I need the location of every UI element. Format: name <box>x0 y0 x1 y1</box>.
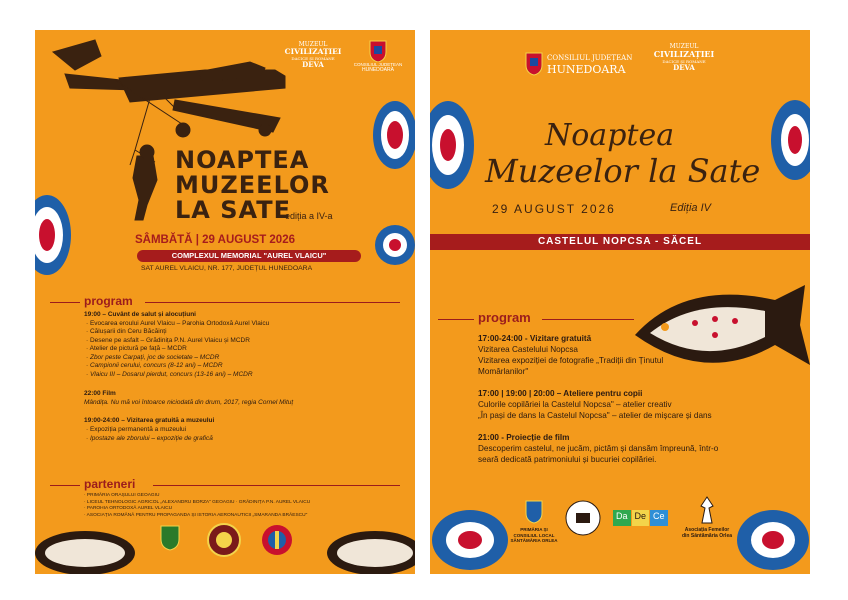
program-item: · Călușarii din Ceru Băcăinți <box>86 328 167 335</box>
program-rule-left <box>50 302 80 303</box>
primaria-crest-icon <box>525 500 543 524</box>
program-item: Mândița. Nu mă voi întoarce niciodată din drum, 2017, regia Cornel Mituț <box>84 399 294 406</box>
school-logo <box>565 500 601 536</box>
church-emblem-logo <box>260 523 294 557</box>
program-item: · Atelier de pictură pe față – MCDR <box>86 345 187 352</box>
partner-item: · ASOCIAȚIA ROMÂNĂ PENTRU PROPAGANDA ȘI ISTORIA AERONAUTICII „SMARANDA BRĂESCU" <box>84 512 308 518</box>
program-item: · Desene pe asfalt – Grădinița P.N. Aurel Vlaicu și MCDR <box>86 337 250 344</box>
program-item: seară dedicată patrimoniului și bucuriei copilăriei. <box>478 455 657 464</box>
edition-label: Ediția IV <box>670 202 711 214</box>
program-item: · Ipostaze ale zborului – expoziție de grafică <box>86 435 213 442</box>
title-line-1: Noaptea <box>545 118 675 153</box>
program-item: „În pași de dans la Castelul Nopcsa" – atelier de mișcare și dans <box>478 411 712 420</box>
program-item: · Evocarea eroului Aurel Vlaicu – Parohia Ortodoxă Aurel Vlaicu <box>86 320 270 327</box>
council-logo: CONSILIUL JUDEȚEAN HUNEDOARA <box>353 40 403 73</box>
program-item: Culorile copilăriei la Castelul Nopcsa" – atelier creativ <box>478 400 672 409</box>
title-line-2: Muzeelor la Sate <box>485 152 761 190</box>
program-item: 22:00 Film <box>84 390 116 397</box>
aeronautics-association-logo <box>207 523 241 557</box>
program-rule-right <box>542 319 634 320</box>
program-rule-right <box>145 302 400 303</box>
program-item: · Campionii cerului, concurs (8-12 ani) – MCDR <box>86 362 223 369</box>
program-item: · Vlaicu III – Dosarul pierdut, concurs (13-16 ani) – MCDR <box>86 371 253 378</box>
museum-logo: MUZEUL CIVILIZAȚIEI DACICE ȘI ROMANE DEVA <box>653 43 715 72</box>
program-item: · Zbor peste Carpați, joc de societate – MCDR <box>86 354 220 361</box>
event-date: 29 AUGUST 2026 <box>492 202 616 216</box>
fish-illustration <box>625 275 810 405</box>
fish-decoration-right <box>325 518 415 574</box>
event-date: SÂMBĂTĂ | 29 AUGUST 2026 <box>135 234 295 246</box>
program-item: 21:00 - Proiecție de film <box>478 433 570 442</box>
left-poster <box>35 30 415 574</box>
venue-address: SAT AUREL VLAICU, NR. 177, JUDEȚUL HUNEDOARA <box>141 265 313 272</box>
title-line-2: MUZEELOR <box>175 171 330 199</box>
folk-flower-left <box>430 90 490 200</box>
partner-item: · LICEUL TEHNOLOGIC AGRICOL „ALEXANDRU BORZA" GEOAGIU · GRĂDINIȚA P.N. AUREL VLAICU <box>84 499 311 505</box>
program-item: 17:00 | 19:00 | 20:00 – Ateliere pentru copii <box>478 389 643 398</box>
program-item: 19:00-24:00 – Vizitarea gratuită a muzeului <box>84 417 215 424</box>
partners-heading: parteneri <box>84 477 136 491</box>
crest-icon <box>525 52 543 76</box>
partners-rule-right <box>153 485 400 486</box>
plane-tail-shape <box>53 40 101 70</box>
folk-flower-top-right <box>355 90 415 180</box>
program-item: · Expoziția permanentă a muzeului <box>86 426 187 433</box>
program-rule-left <box>438 319 474 320</box>
dadece-logo: Da De Ce <box>613 510 668 526</box>
right-poster <box>430 30 810 574</box>
geoagiu-crest-icon <box>160 525 180 551</box>
program-item: 19:00 – Cuvânt de salut și alocuțiuni <box>84 311 196 318</box>
venue-banner: COMPLEXUL MEMORIAL "AUREL VLAICU" <box>137 250 361 262</box>
child-figure-shape <box>133 156 157 220</box>
partners-rule-left <box>50 485 80 486</box>
folk-flower-bottom-left <box>430 480 520 574</box>
association-emblem-icon <box>700 496 714 524</box>
title-line-1: NOAPTEA <box>175 146 310 174</box>
folk-flower-left <box>35 185 81 285</box>
partner-item: · PRIMĂRIA ORAȘULUI GEOAGIU <box>84 493 160 498</box>
program-heading: program <box>84 294 133 308</box>
council-logo: CONSILIUL JUDEȚEAN HUNEDOARA <box>525 52 635 78</box>
program-item: Descoperim castelul, ne jucăm, pictăm și dansăm împreună, într-o <box>478 444 719 453</box>
fish-decoration-left <box>35 518 145 574</box>
title-line-3: LA SATE <box>175 196 291 224</box>
asociatia-logo-text: Asociația Femeilor din Sântămăria Orlea <box>681 527 733 539</box>
folk-flower-right <box>755 90 810 190</box>
folk-flower-right <box>355 215 415 275</box>
program-item: Vizitarea Castelului Nopcsa <box>478 345 578 354</box>
primaria-logo-text: PRIMĂRIA ȘI CONSILIUL LOCAL SÂNTĂMĂRIA ORLEA <box>510 527 558 543</box>
venue-banner: CASTELUL NOPCSA - SĂCEL <box>430 234 810 250</box>
crest-icon <box>369 40 387 62</box>
edition-label: ediția a IV-a <box>285 211 333 221</box>
program-heading: program <box>478 310 531 325</box>
program-item: 17:00-24:00 - Vizitare gratuită <box>478 334 592 343</box>
museum-logo: MUZEUL CIVILIZAȚIEI DACICE ȘI ROMANE DEVA <box>284 41 342 69</box>
program-item: Vizitarea expoziției de fotografie „Tradiții din Ținutul <box>478 356 664 365</box>
partner-item: · PAROHIA ORTODOXĂ AUREL VLAICU <box>84 506 173 512</box>
program-item: Momârlanilor" <box>478 367 529 376</box>
